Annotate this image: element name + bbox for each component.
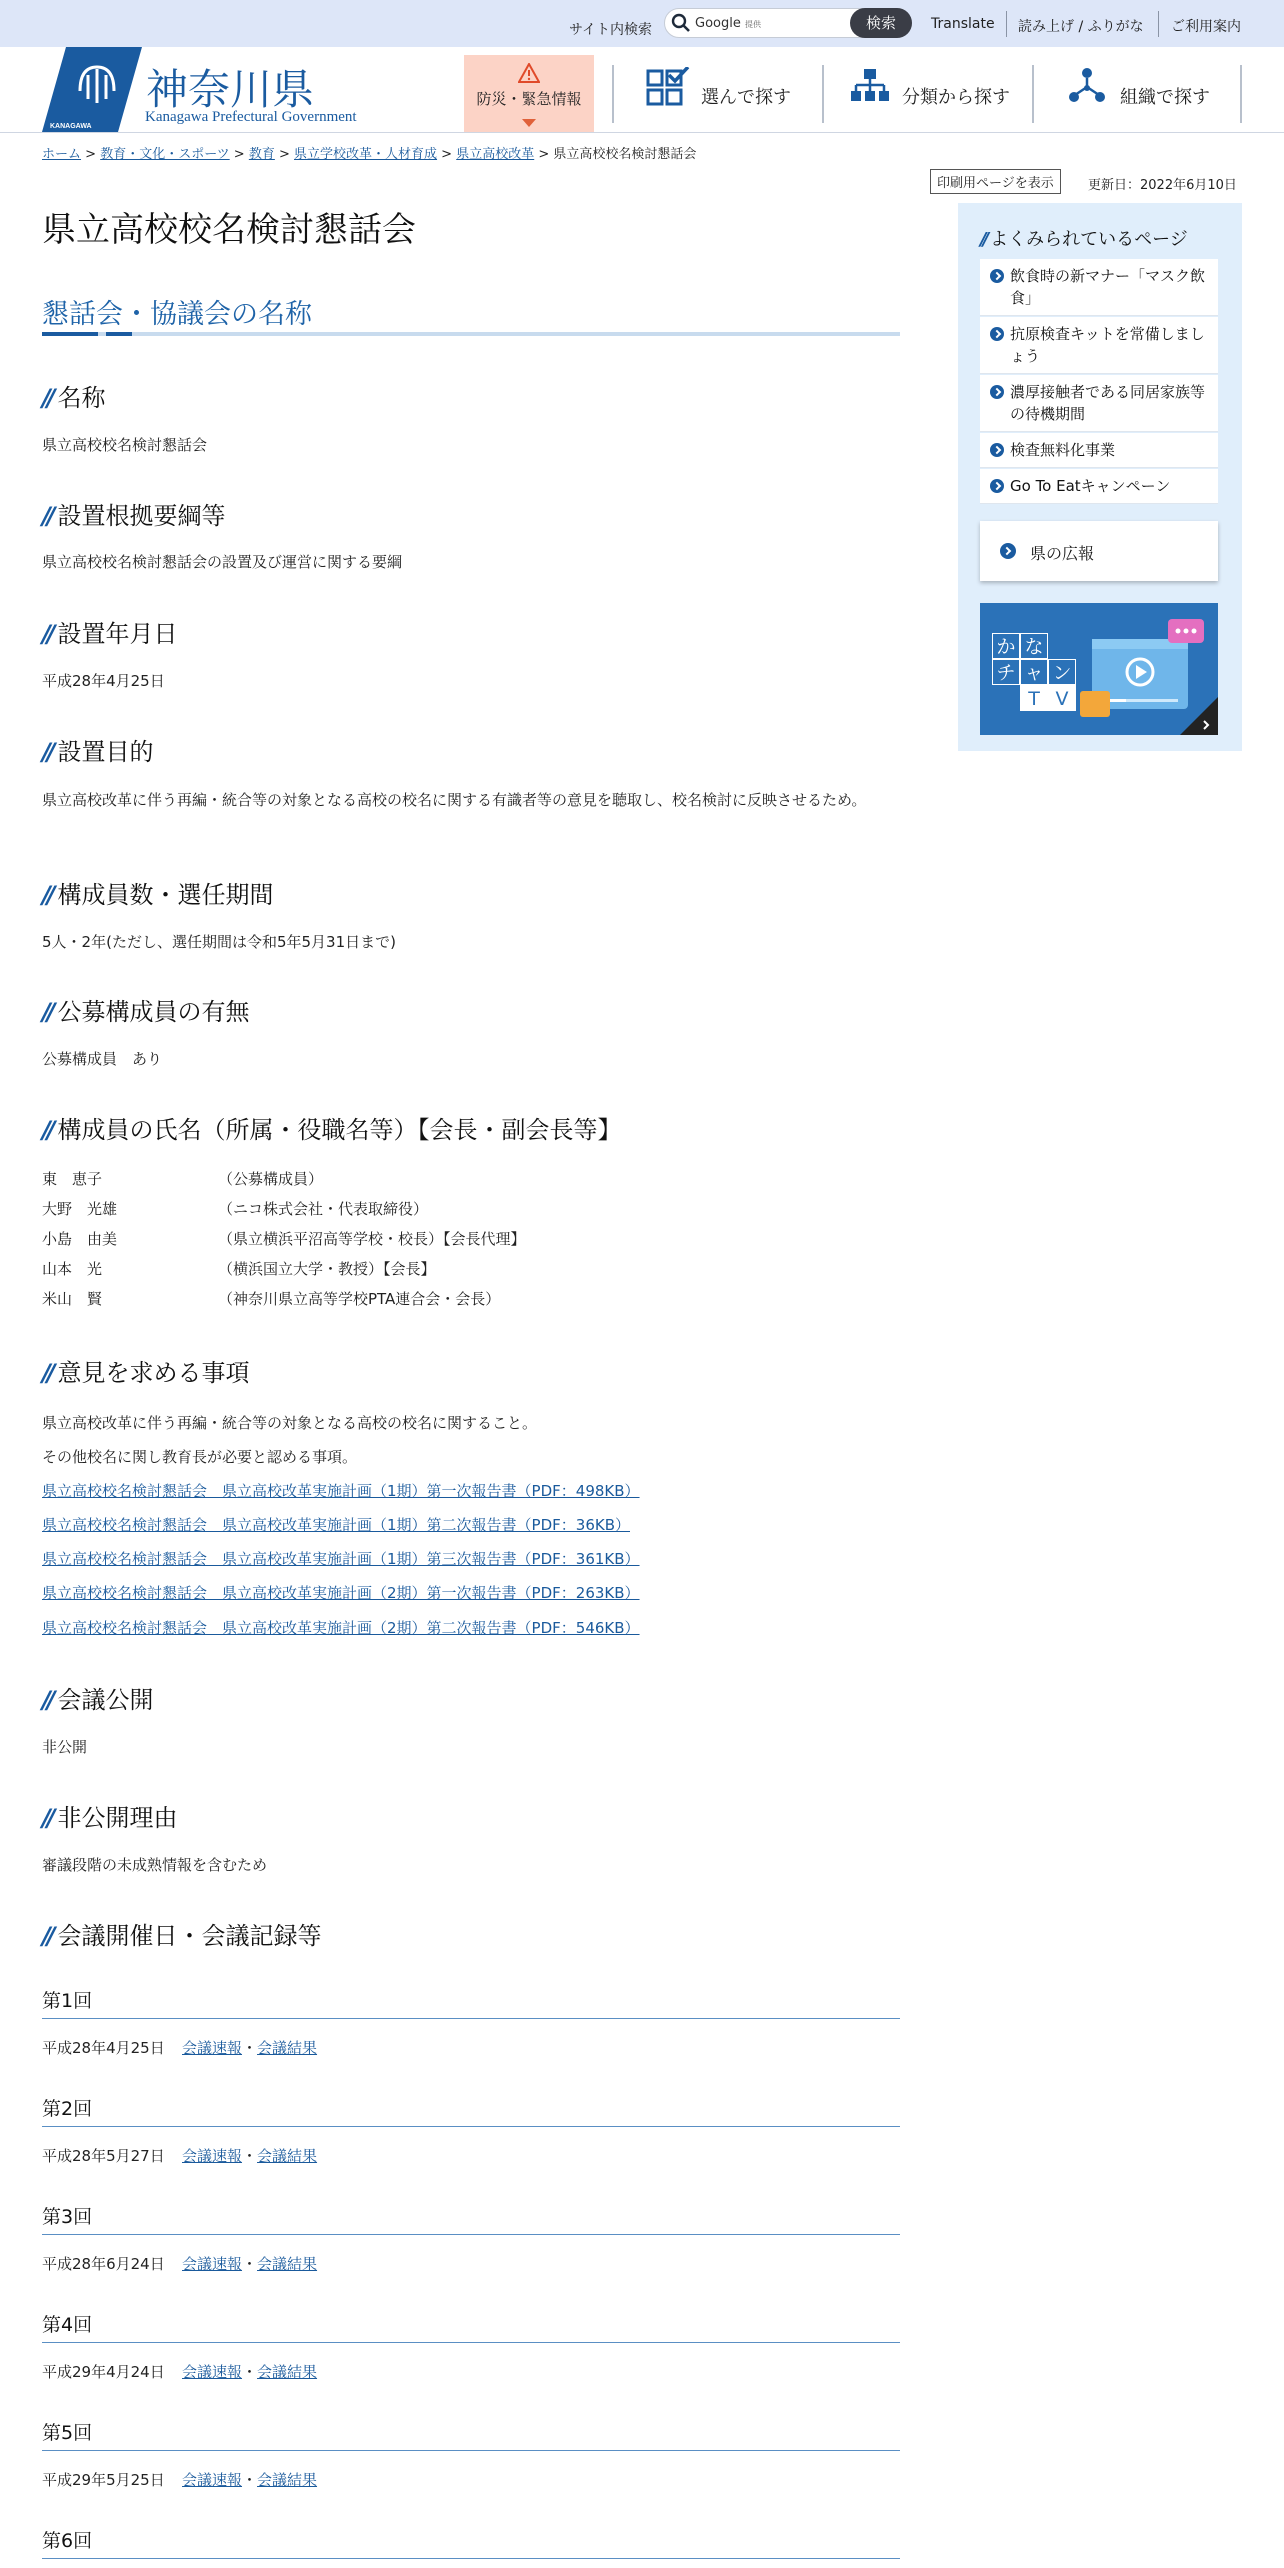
arrow-circle-icon	[1000, 543, 1016, 559]
basis-text: 県立高校校名検討懇話会の設置及び運営に関する要綱	[42, 553, 403, 571]
opinion-line: 県立高校改革に伴う再編・統合等の対象となる高校の校名に関すること。	[42, 1414, 538, 1432]
meeting-summary-link[interactable]: 会議速報	[182, 2471, 243, 2489]
report-pdf-link[interactable]: 県立高校校名検討懇話会 県立高校改革実施計画（2期）第一次報告書（PDF：263KB）	[42, 1584, 640, 1602]
checklist-icon	[646, 67, 690, 107]
reason-text: 審議段階の未成熟情報を含むため	[42, 1856, 268, 1874]
divider	[822, 65, 824, 123]
utility-bar	[0, 0, 1284, 47]
popular-page-link[interactable]: 抗原検査キットを常備しましょう	[980, 317, 1218, 374]
section-title: 懇話会・協議会の名称	[42, 299, 312, 330]
member-name: 東 恵子	[42, 1170, 103, 1188]
report-pdf-link[interactable]: 県立高校校名検討懇話会 県立高校改革実施計画（1期）第二次報告書（PDF：36KB）	[42, 1516, 630, 1534]
meeting-result-link[interactable]: 会議結果	[257, 2147, 318, 2165]
hierarchy-icon	[850, 67, 890, 105]
heading-purpose: // 設置目的	[42, 738, 154, 766]
member-name: 小島 由美	[42, 1230, 118, 1248]
kouhou-link[interactable]: 県の広報	[980, 521, 1218, 581]
divider	[1032, 65, 1034, 123]
heading-opinion: // 意見を求める事項	[42, 1359, 250, 1387]
breadcrumb-link[interactable]: ホーム	[42, 147, 82, 162]
meeting-rule	[42, 2018, 900, 2019]
member-name: 米山 賢	[42, 1290, 103, 1308]
sidebar-title: // よくみられているページ	[980, 229, 1188, 250]
purpose-text: 県立高校改革に伴う再編・統合等の対象となる高校の校名に関する有識者等の意見を聴取し、校名検討に反映させるため。	[42, 791, 867, 809]
heading-public-members: // 公募構成員の有無	[42, 998, 250, 1026]
meeting-rule	[42, 2558, 900, 2559]
arrow-circle-icon	[990, 327, 1004, 341]
org-chart-icon	[1068, 67, 1106, 105]
divider	[1240, 65, 1242, 123]
member-role: （神奈川県立高等学校PTA連合会・会長）	[218, 1290, 501, 1308]
meeting-result-link[interactable]: 会議結果	[257, 2471, 318, 2489]
nav-category-search[interactable]	[850, 67, 1020, 122]
popular-page-link[interactable]: 飲食時の新マナー「マスク飲食」	[980, 259, 1218, 316]
banner-char: チ	[992, 659, 1020, 685]
public-text: 非公開	[42, 1738, 88, 1756]
report-pdf-link[interactable]: 県立高校校名検討懇話会 県立高校改革実施計画（1期）第三次報告書（PDF：361KB）	[42, 1550, 640, 1568]
print-button[interactable]: 印刷用ページを表示	[930, 169, 1061, 194]
member-role: （横浜国立大学・教授）【会長】	[218, 1260, 436, 1278]
meeting-summary-link[interactable]: 会議速報	[182, 2039, 243, 2057]
kana-chan-tv-banner[interactable]	[980, 603, 1218, 735]
emergency-button[interactable]	[464, 55, 594, 132]
search-icon	[671, 13, 691, 33]
arrow-circle-icon	[990, 443, 1004, 457]
nav-label: 分類から探す	[902, 87, 1010, 108]
member-name: 大野 光雄	[42, 1200, 118, 1218]
meeting-result-link[interactable]: 会議結果	[257, 2039, 318, 2057]
heading-members-count: // 構成員数・選任期間	[42, 881, 274, 909]
breadcrumb-link[interactable]: 教育	[248, 147, 275, 162]
meeting-rule	[42, 2342, 900, 2343]
banner-char: な	[1020, 633, 1048, 659]
heading-name: // 名称	[42, 384, 106, 412]
member-role: （ニコ株式会社・代表取締役）	[218, 1200, 429, 1218]
banner-char: ン	[1048, 659, 1076, 685]
banner-char: T	[1020, 685, 1048, 711]
guide-link[interactable]: ご利用案内	[1171, 19, 1241, 35]
heading-basis: // 設置根拠要綱等	[42, 502, 226, 530]
nav-organization-search[interactable]	[1068, 67, 1238, 122]
member-name: 山本 光	[42, 1260, 103, 1278]
breadcrumb-link[interactable]: 県立高校改革	[456, 147, 535, 162]
divider	[612, 65, 614, 123]
meeting-title: 第2回	[42, 2098, 93, 2120]
site-title-en: Kanagawa Prefectural Government	[145, 109, 357, 125]
heading-date: // 設置年月日	[42, 620, 178, 648]
warning-icon	[518, 63, 540, 83]
breadcrumb: ホーム > 教育・文化・スポーツ > 教育 > 県立学校改革・人材育成 > 県立高校改革 > 県立高校校名検討懇話会	[42, 147, 697, 162]
arrow-circle-icon	[990, 385, 1004, 399]
heading-public: // 会議公開	[42, 1686, 154, 1714]
report-pdf-link[interactable]: 県立高校校名検討懇話会 県立高校改革実施計画（1期）第一次報告書（PDF：498KB）	[42, 1482, 640, 1500]
heading-members: // 構成員の氏名（所属・役職名等）【会長・副会長等】	[42, 1116, 622, 1144]
breadcrumb-current: 県立高校校名検討懇話会	[553, 147, 697, 162]
emergency-label: 防災・緊急情報	[476, 90, 582, 108]
divider	[1158, 11, 1159, 37]
meeting-row: 平成28年5月27日 会議速報・会議結果	[42, 2147, 318, 2165]
public-members-text: 公募構成員 あり	[42, 1050, 163, 1068]
popular-page-link[interactable]: 濃厚接触者である同居家族等の待機期間	[980, 375, 1218, 432]
member-role: （公募構成員）	[218, 1170, 324, 1188]
sidebar	[958, 203, 1242, 751]
banner-char: V	[1048, 685, 1076, 711]
opinion-line: その他校名に関し教育長が必要と認める事項。	[42, 1448, 358, 1466]
name-text: 県立高校校名検討懇話会	[42, 436, 208, 454]
meeting-rule	[42, 2450, 900, 2451]
updated-date: 更新日：2022年6月10日	[1088, 178, 1237, 193]
arrow-circle-icon	[990, 269, 1004, 283]
read-aloud-link[interactable]: 読み上げ / ふりがな	[1018, 19, 1144, 35]
meeting-summary-link[interactable]: 会議速報	[182, 2255, 243, 2273]
video-player-icon	[1080, 617, 1218, 735]
svg-text:KANAGAWA: KANAGAWA	[50, 123, 92, 130]
kanagawa-logo-icon[interactable]	[42, 47, 142, 132]
meeting-rule	[42, 2126, 900, 2127]
meeting-result-link[interactable]: 会議結果	[257, 2255, 318, 2273]
banner-char: ャ	[1020, 659, 1048, 685]
meeting-title: 第3回	[42, 2206, 93, 2228]
nav-select-search[interactable]	[646, 67, 816, 122]
heading-meetings: // 会議開催日・会議記録等	[42, 1922, 322, 1950]
page-title: 県立高校校名検討懇話会	[42, 210, 416, 250]
caret-down-icon	[522, 119, 536, 127]
meeting-title: 第1回	[42, 1990, 93, 2012]
meeting-row: 平成28年6月24日 会議速報・会議結果	[42, 2255, 318, 2273]
section-underline	[42, 332, 900, 336]
member-role: （県立横浜平沼高等学校・校長）【会長代理】	[218, 1230, 526, 1248]
site-search-label: サイト内検索	[569, 22, 653, 38]
meeting-row: 平成28年4月25日 会議速報・会議結果	[42, 2039, 318, 2057]
popular-page-link[interactable]: 検査無料化事業	[980, 433, 1218, 468]
google-watermark: Google 提供	[695, 16, 761, 31]
breadcrumb-link[interactable]: 県立学校改革・人材育成	[294, 147, 438, 162]
breadcrumb-link[interactable]: 教育・文化・スポーツ	[100, 147, 230, 162]
report-pdf-link[interactable]: 県立高校校名検討懇話会 県立高校改革実施計画（2期）第二次報告書（PDF：546KB）	[42, 1619, 640, 1637]
heading-reason: // 非公開理由	[42, 1804, 178, 1832]
translate-link[interactable]: Translate	[931, 16, 995, 32]
nav-label: 組織で探す	[1120, 87, 1210, 108]
meeting-result-link[interactable]: 会議結果	[257, 2363, 318, 2381]
members-count-text: 5人・2年(ただし、選任期間は令和5年5月31日まで)	[42, 933, 396, 951]
meeting-title: 第4回	[42, 2314, 93, 2336]
meeting-summary-link[interactable]: 会議速報	[182, 2363, 243, 2381]
site-title[interactable]: 神奈川県	[146, 65, 315, 114]
meeting-rule	[42, 2234, 900, 2235]
date-text: 平成28年4月25日	[42, 672, 165, 690]
search-button[interactable]: 検索	[850, 8, 912, 38]
meeting-summary-link[interactable]: 会議速報	[182, 2147, 243, 2165]
banner-char: か	[992, 633, 1020, 659]
nav-label: 選んで探す	[701, 87, 791, 108]
meeting-title: 第5回	[42, 2422, 93, 2444]
meeting-title: 第6回	[42, 2530, 93, 2552]
meeting-row: 平成29年4月24日 会議速報・会議結果	[42, 2363, 318, 2381]
popular-page-link[interactable]: Go To Eatキャンペーン	[980, 469, 1218, 504]
site-header	[0, 47, 1284, 133]
divider	[1006, 11, 1007, 37]
meeting-row: 平成29年5月25日 会議速報・会議結果	[42, 2471, 318, 2489]
arrow-circle-icon	[990, 479, 1004, 493]
